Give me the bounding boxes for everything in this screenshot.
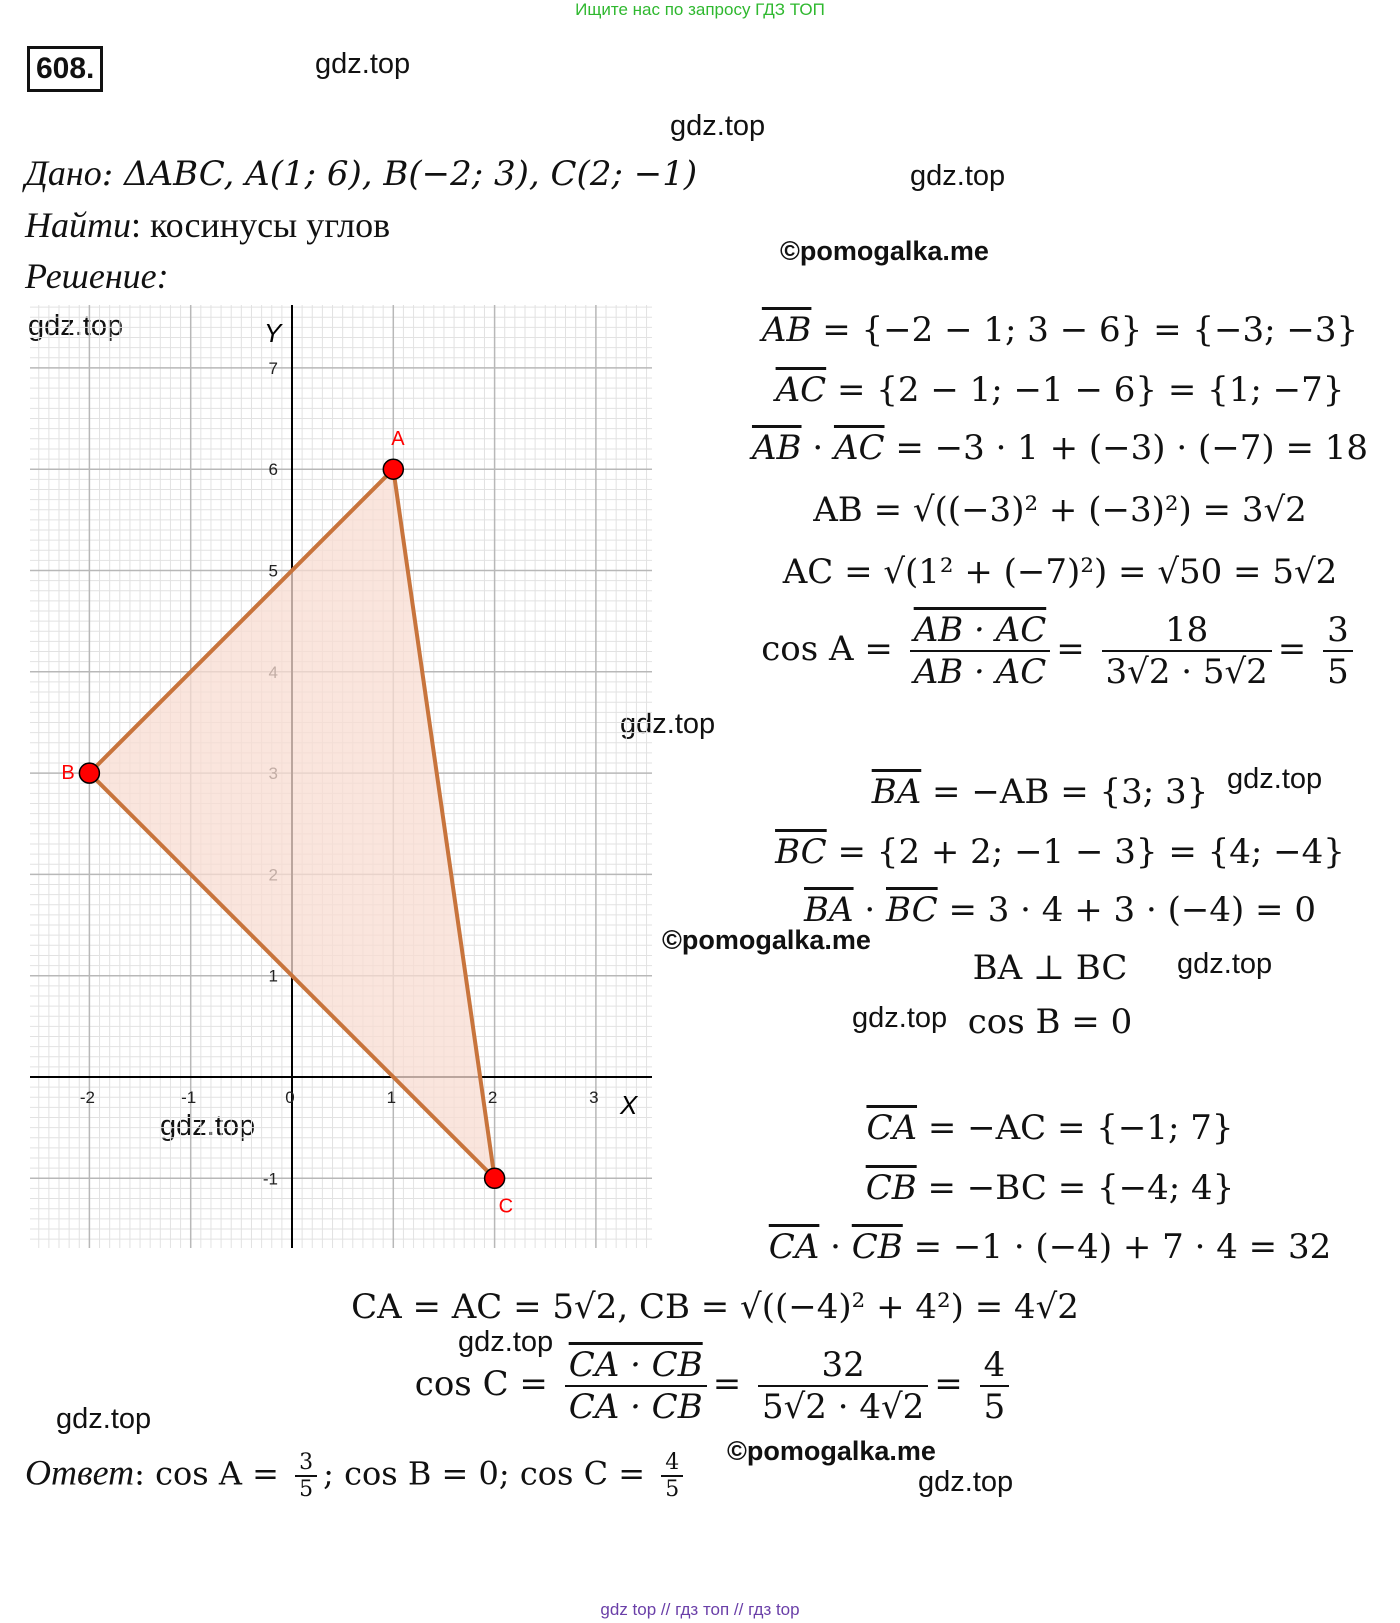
eq-ab-dot-ac: $\overline{AB} \cdot \overline{AC} = -3 \cdot 1 + (-3) \cdot (-7) = 18$ <box>751 428 1369 468</box>
eq-cb-vector: $\overline{CB} = -BC = \{-4$; 4} <box>865 1168 1235 1208</box>
x-tick-label: -2 <box>79 1088 95 1107</box>
given-label: Дано <box>25 153 102 193</box>
eq-bc-vector: $\overline{BC} = \{2 + 2$; −1 − 3} = {4; −4} <box>775 832 1345 872</box>
x-tick-label: 3 <box>589 1088 599 1107</box>
x-tick-label: 1 <box>386 1088 397 1107</box>
copyright: ©pomogalka.me <box>727 1436 936 1466</box>
watermark: gdz.top <box>160 1110 256 1142</box>
eq-cos-a: cos A = $\frac{AB \cdot AC}{AB \cdot AC}$ = $\frac{18}{3√2 \cdot 5√2}$ = $\frac{3}{5}$ <box>740 610 1380 692</box>
watermark: gdz.top <box>28 310 124 342</box>
eq-ac-length: AC = √(1² + (−7)²) = √50 = 5√2 <box>782 552 1338 592</box>
y-tick-label: 1 <box>268 966 278 986</box>
watermark: gdz.top <box>852 1002 948 1034</box>
answer-line: Ответ: cos A = $\frac{3}{5}$ ; cos B = 0; cos C = $\frac{4}{5}$ <box>25 1450 689 1502</box>
eq-ab-length: AB = √((−3)² + (−3)²) = 3√2 <box>813 490 1307 530</box>
watermark: gdz.top <box>670 110 766 142</box>
watermark: gdz.top <box>918 1466 1014 1498</box>
y-tick-label: 7 <box>268 358 278 378</box>
point-a <box>383 459 403 479</box>
watermark: gdz.top <box>1227 763 1323 795</box>
eq-ca-dot-cb: $\overline{CA} \cdot \overline{CB} = -1 \cdot (-4) + 7 \cdot 4 = 32$ <box>768 1227 1332 1267</box>
eq-ab-vector: $\overline{AB} = \{-2 - 1$; 3 − 6} = {−3; −3} <box>761 310 1359 350</box>
y-tick-label: -1 <box>262 1169 278 1189</box>
watermark: gdz.top <box>315 48 411 80</box>
copyright: ©pomogalka.me <box>662 925 871 955</box>
point-b <box>79 763 99 783</box>
watermark: gdz.top <box>1177 948 1273 980</box>
eq-ca-vector: $\overline{CA} = -AC = \{-1$; 7} <box>866 1108 1234 1148</box>
x-tick-label: 2 <box>487 1088 498 1107</box>
answer-label: Ответ <box>25 1452 135 1493</box>
point-label-a: A <box>391 428 405 451</box>
eq-perpendicular: BA ⊥ BC <box>972 948 1128 988</box>
eq-ac-vector: $\overline{AC} = \{2 - 1$; −1 − 6} = {1; −7} <box>775 370 1345 410</box>
eq-ba-vector: $\overline{BA} = -AB = \{3$; 3} <box>871 772 1209 812</box>
top-banner[interactable]: Ищите нас по запросу ГДЗ ТОП <box>575 0 825 19</box>
find-text: : косинусы углов <box>131 205 391 245</box>
eq-cos-b: cos B = 0 <box>967 1002 1133 1042</box>
watermark: gdz.top <box>56 1403 152 1435</box>
vec-ab: $\overline{AB}$ <box>761 310 812 350</box>
y-tick-label: 5 <box>268 561 278 581</box>
footer-links[interactable]: gdz top // гдз топ // гдз top <box>600 1600 800 1619</box>
x-tick-label: 0 <box>285 1088 295 1107</box>
find-label: Найти <box>25 205 131 245</box>
x-axis-label: X <box>620 1090 638 1120</box>
point-label-b: B <box>61 762 75 785</box>
solution-label: Решение: <box>25 256 169 296</box>
eq-cos-c: cos C = $\frac{CA \cdot CB}{CA \cdot CB}$ = $\frac{32}{5√2 \cdot 4√2}$ = $\frac{4}{5}$ <box>400 1345 1030 1427</box>
coordinate-graph <box>0 0 700 1300</box>
x-tick-label: -1 <box>181 1088 197 1107</box>
y-tick-label: 6 <box>268 460 278 480</box>
given-text: : ΔABC, A(1; 6), B(−2; 3), C(2; −1) <box>101 154 698 194</box>
point-label-c: C <box>498 1195 514 1218</box>
watermark: gdz.top <box>910 160 1006 192</box>
watermark: gdz.top <box>620 708 716 740</box>
y-axis-label: Y <box>264 318 282 348</box>
eq-ca-cb-lengths: CA = AC = 5√2, CB = √((−4)² + 4²) = 4√2 <box>351 1287 1079 1327</box>
point-c <box>485 1168 505 1188</box>
copyright: ©pomogalka.me <box>780 236 989 266</box>
watermark: gdz.top <box>458 1326 554 1358</box>
eq-ba-dot-bc: $\overline{BA} \cdot \overline{BC} = 3 \cdot 4 + 3 \cdot (-4) = 0$ <box>804 890 1316 930</box>
problem-number: 608. <box>27 46 103 92</box>
